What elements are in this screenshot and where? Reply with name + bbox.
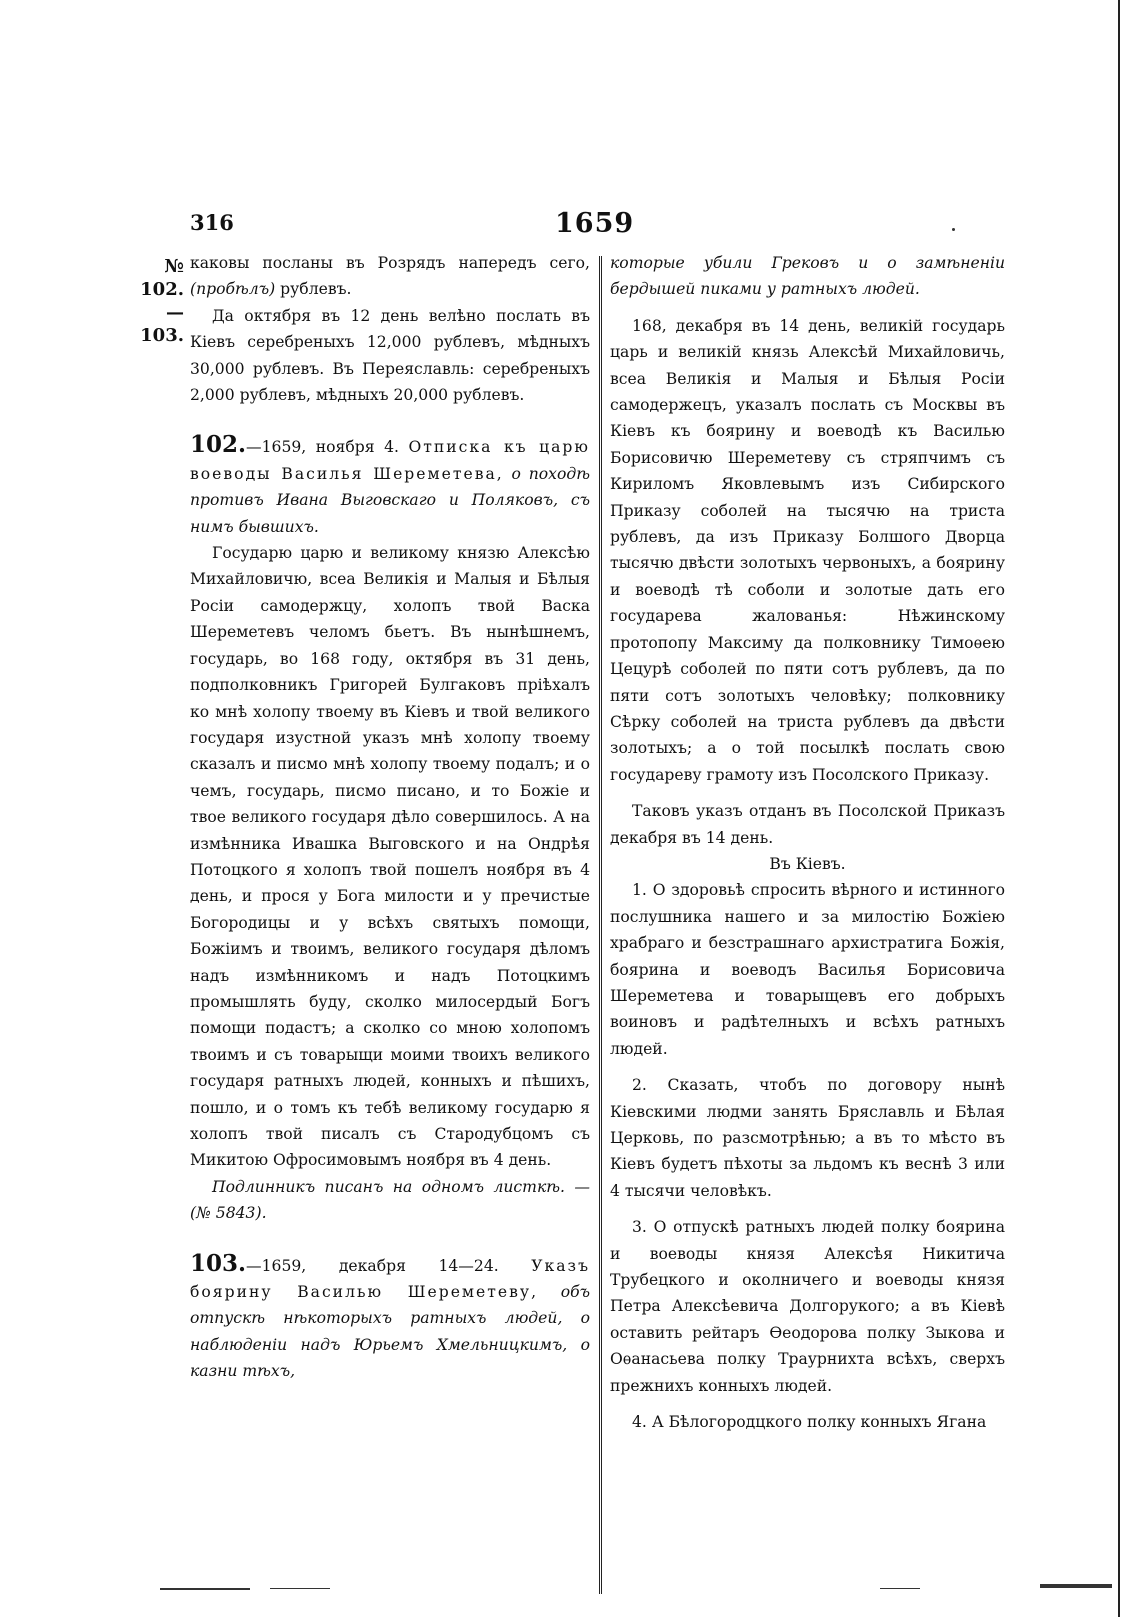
margin-number-103: — 103.	[140, 302, 184, 346]
printer-mark	[952, 228, 955, 231]
instruction-item-1: 1. О здоровьѣ спросить вѣрного и истинного послушника нашего и за милостію Божіею храбраго и безстрашнаго архистратига Божія, боярина и воеводъ Василья Борисовича Шереметева и товарыщевъ его добрыхъ воиновъ и радѣтелныхъ и всѣхъ ратныхъ людей.	[610, 881, 1005, 1058]
instruction-item-3: 3. О отпускѣ ратныхъ людей полку боярина и воеводы князя Алексѣя Никитича Трубецкого и околничего и воеводы князя Петра Алексѣевича Долгорукого; а въ Кіевѣ оставить рейтаръ Ѳеодорова полку Зыкова и Оѳанасьева полку Траурнихта всѣхъ, сверхъ прежнихъ конныхъ людей.	[610, 1218, 1005, 1395]
page-edge-rule	[1118, 0, 1120, 1617]
instruction-item-4: 4. А Бѣлогородцкого полку конныхъ Ягана	[632, 1413, 987, 1432]
scan-artifact-line	[1040, 1584, 1112, 1588]
column-divider	[599, 256, 602, 1594]
scan-artifact-line	[160, 1588, 250, 1590]
document-103-subtitle: объ отпускѣ нѣкоторыхъ ратныхъ людей, о наблюденіи надъ Юрьемъ Хмельницкимъ, о казни тѣхъ,	[190, 1283, 591, 1381]
left-paragraph-amounts: Да октября въ 12 день велѣно послать въ Кіевъ серебреныхъ 12,000 рублевъ, мѣдныхъ 30,000 рублевъ. Въ Переяславль: серебреныхъ 2,000 рублевъ, мѣдныхъ 20,000 рублевъ.	[190, 306, 590, 405]
document-102-date: —1659, ноября 4.	[246, 438, 409, 457]
decree-dispatch-note: Таковъ указъ отданъ въ Посолской Приказъ декабря въ 14 день.	[610, 802, 1005, 847]
document-103-date: —1659, декабря 14—24.	[246, 1256, 532, 1275]
document-102-number: 102.	[190, 431, 247, 459]
document-102-source-note: Подлинникъ писанъ на одномъ листкѣ. — (№ 5843).	[190, 1177, 590, 1223]
instruction-item-2: 2. Сказать, чтобъ по договору нынѣ Кіевскими людми занять Бряславль и Бѣлая Церковь, по разсмотрѣнью; а въ то мѣсто въ Кіевъ будетъ пѣхоты за льдомъ къ веснѣ 3 или 4 тысячи человѣкъ.	[610, 1076, 1005, 1200]
document-103-subtitle-continued: которые убили Грековъ и о замѣненіи бердышей пиками у ратныхъ людей.	[610, 254, 1005, 299]
document-102-body: Государю царю и великому князю Алексѣю Михайловичю, всеа Великія и Малыя и Бѣлыя Росіи самодержцу, холопъ твой Васка Шереметевъ челомъ бьетъ. Въ нынѣшнемъ, государь, во 168 году, октября въ 31 день, подполковникъ Григорей Булгаковъ пріѣхалъ ко мнѣ холопу твоему въ Кіевъ и твой великого государя изустной указъ мнѣ холопу твоему сказалъ и писмо мнѣ холопу твоему подалъ; и о чемъ, государь, писмо писано, и то Божіе и твое великого государя дѣло совершилось. А на измѣнника Ивашка Выговского и на Ондрѣя Потоцкого я холопъ твой пошелъ ноября въ 4 день, и прося у Бога милости и у пречистые Богородицы и у всѣхъ святыхъ помощи, Божіимъ и твоимъ, великого государя дѣломъ надъ измѣнникомъ и надъ Потоцкимъ промышлять буду, сколко милосердый Богъ помощи подастъ; а сколко со мною холопомъ твоимъ и съ товарыщи моими твоихъ великого государя ратныхъ людей, конныхъ и пѣшихъ, пошло, и о томъ къ тебѣ великому государю я холопъ твой писалъ съ Стародубцомъ съ Микитою Офросимовымъ ноября въ 4 день.	[190, 544, 590, 1170]
document-103-number: 103.	[190, 1249, 247, 1277]
left-continuation: каковы посланы въ Розрядъ напередъ сего, (пробѣлъ) рублевъ.	[190, 254, 590, 299]
document-102-subtitle: о походѣ противъ Ивана Выговскаго и Поляковъ, съ нимъ бывшихъ.	[190, 464, 590, 536]
document-103-title: Указъ боярину Василью Шереметеву,	[190, 1256, 590, 1302]
document-102-heading	[190, 432, 590, 540]
left-column	[190, 250, 590, 1385]
document-103-heading	[190, 1251, 590, 1385]
document-102-title: Отписка къ царю воеводы Василья Шереметева,	[190, 438, 590, 483]
scan-artifact-line	[270, 1588, 330, 1589]
right-column	[610, 250, 1005, 1435]
running-head-year: 1659	[555, 208, 635, 239]
decree-paragraph: 168, декабря въ 14 день, великій государь царь и великій князь Алексѣй Михайловичь, всеа Великія и Малыя и Бѣлыя Росіи самодержецъ, указалъ послать съ Москвы въ Кіевъ къ боярину и воеводѣ къ Василью Борисовичю Шереметеву съ стряпчимъ съ Кириломъ Яковлевымъ изъ Сибирского Приказу соболей на тысячю на триста рублевъ, да изъ Приказу Болшого Дворца тысячю двѣсти золотыхъ червоныхъ, а боярину и воеводѣ тѣ соболи и золотые дать его государева жалованья: Нѣжинскому протопопу Максиму да полковнику Тимоѳею Цецурѣ соболей по пяти сотъ рублевъ, да по пяти сотъ золотыхъ человѣку; полковнику Сѣрку соболей на триста рублевъ да двѣсти золотыхъ; а о той посылкѣ послать свою государеву грамоту изъ Посолского Приказу.	[610, 316, 1005, 784]
section-heading-kiev: Въ Кіевъ.	[769, 854, 846, 873]
margin-number-102: № 102.	[140, 256, 184, 300]
margin-document-numbers	[120, 255, 184, 347]
scan-artifact-line	[880, 1588, 920, 1589]
page-number: 316	[190, 210, 234, 235]
